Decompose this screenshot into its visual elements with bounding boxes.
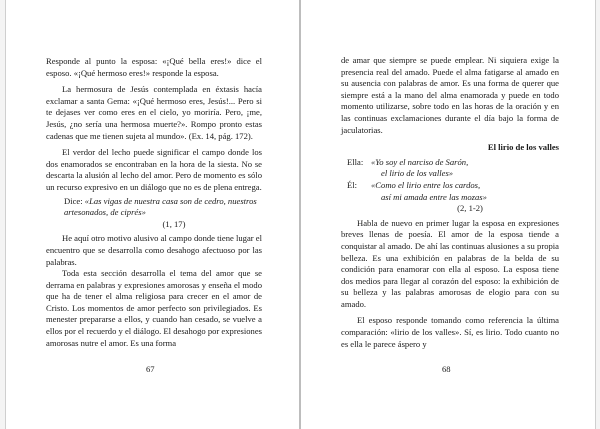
quote-text: «Las vigas de nuestra casa son de cedro, nuestros artesonados, de ciprés» — [64, 195, 257, 218]
book-gutter — [299, 0, 301, 429]
left-page — [6, 0, 298, 429]
speaker-label: Él: — [347, 179, 358, 190]
right-page-edge — [595, 0, 600, 429]
section-title: El lirio de los valles — [487, 142, 559, 153]
page-number: 67 — [146, 364, 155, 374]
verse-line: «Yo soy el narciso de Sarón, — [371, 156, 469, 167]
block-quote — [46, 196, 262, 219]
quote-reference: (1, 17) — [162, 218, 186, 229]
dialogue-verse — [371, 180, 559, 203]
paragraph: La hermosura de Jesús contemplada en éxtasis hacía exclamar a santa Gema: «¡Qué hermoso eres, Jesús!... Pero si te dejases ver como eres en el cielo, yo moriría. Pero, ¡me, Jesús, ¿no sería una hermosa muerte?». Rompo pronto estas cadenas que me tienen sujeta al mundo». (Ex. 14, pág. 172). — [46, 84, 262, 141]
page-number: 68 — [442, 364, 451, 374]
right-page — [302, 0, 595, 429]
paragraph: El verdor del lecho puede significar el campo donde los dos enamorados se encontraban en la hora de la siesta. No se descarta la alusión al lecho del amor. Pero de momento es sólo un recurso expresivo en un diálogo que no es de plena entrega. — [46, 147, 262, 192]
paragraph: He aquí otro motivo alusivo al campo donde tiene lugar el encuentro que se desarrolla como desahogo afectuoso por las palabras. — [46, 233, 262, 267]
speaker-label: Ella: — [347, 156, 364, 167]
right-text-column — [341, 55, 559, 350]
verse-line: el lirio de los valles» — [381, 168, 454, 179]
paragraph: El esposo responde tomando como referencia la última comparación: «lirio de los valles». Sí, es lirio. Todo cuanto no es ella le parece áspero y — [341, 315, 559, 349]
left-text-column — [46, 56, 262, 349]
paragraph: Toda esta sección desarrolla el tema del amor que se derrama en palabras y expresiones amorosas y enseña el modo que ha de tener el alma religiosa para crecer en el amor de Cristo. Los momentos de amor perfecto son privilegiados. Es menester prepararse a ellos, y cuando han cesado, se vuelve a ellos por el recuerdo y el diálogo. El desahogo por expresiones amorosas nutre el amor. Es una forma — [46, 268, 262, 348]
paragraph: Habla de nuevo en primer lugar la esposa en expresiones breves llenas de poesía. El amor de la esposa tiende a conquistar al amado. De ahí las continuas alusiones a su propia belleza. Es una exhibición en palabras de la belda de su condición para enamorar con ella al esposo. La esposa tiene dos medios para llegar al corazón del esposo: la exhibición de su belleza y las palabras amorosas de elogio para con su amado. — [341, 217, 559, 309]
dialogue-line — [341, 157, 559, 180]
verse-line: así mi amada entre las mozas» — [381, 191, 487, 202]
quote-lead: Dice: — [64, 195, 83, 206]
dialogue-verse — [371, 157, 559, 180]
dialogue-reference: (2, 1-2) — [457, 203, 483, 214]
dialogue-line — [341, 180, 559, 203]
verse-line: «Como el lirio entre los cardos, — [371, 179, 481, 190]
paragraph: Responde al punto la esposa: «¡Qué bella eres!» dice el esposo. «¡Qué hermoso eres!» responde la esposa. — [46, 56, 262, 78]
paragraph: de amar que siempre se puede emplear. Ni siquiera exige la presencia real del amado. Puede el alma fatigarse al amado en su ausencia con palabras de amor. Es una forma de querer que siempre está a la mano del alma enamorada y puede en todo momento utilizarse, sobre todo en las horas de la oración y en las continuas exclamaciones durante el día bajo la forma de jaculatorias. — [341, 55, 559, 135]
